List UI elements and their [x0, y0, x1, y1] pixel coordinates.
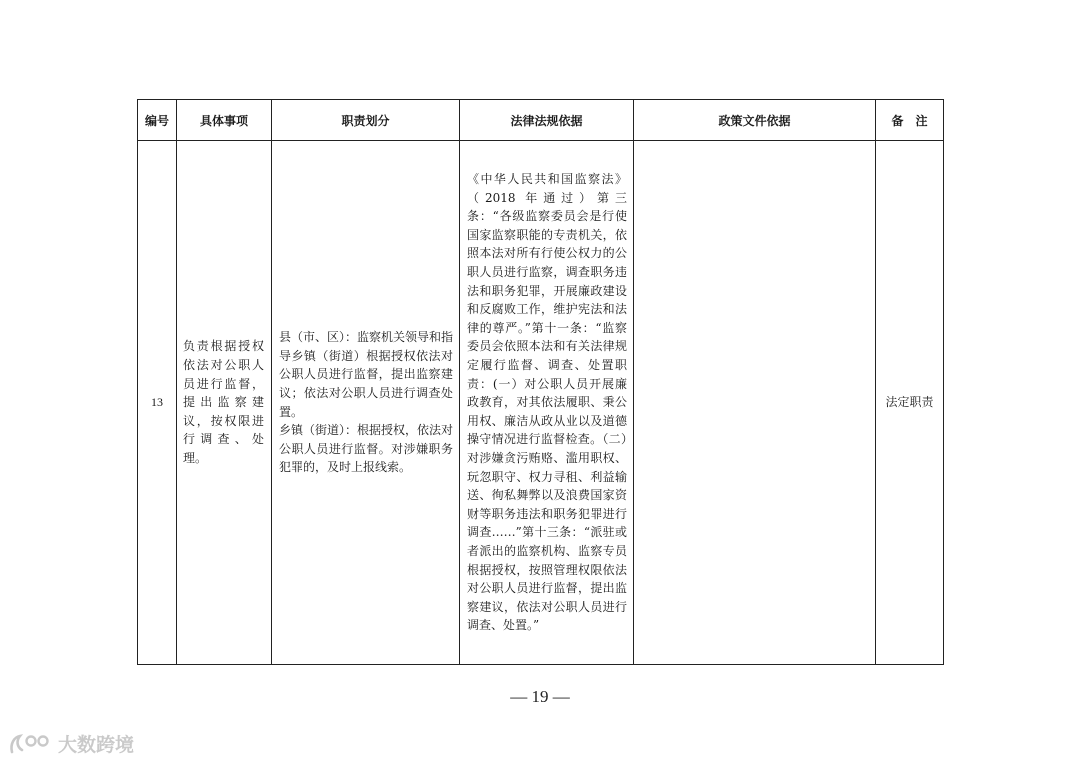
cell-note: 法定职责	[876, 141, 944, 665]
division-paragraph: 县（市、区）：监察机关领导和指导乡镇（街道）根据授权依法对公职人员进行监督，提出监察建议；依法对公职人员进行调查处置。	[279, 330, 454, 419]
header-item: 具体事项	[177, 100, 272, 141]
cell-law: 《中华人民共和国监察法》（2018 年通过）第三条：“各级监察委员会是行使国家监察职能的专责机关，依照本法对所有行使公权力的公职人员进行监察，调查职务违法和职务犯罪，开展廉政建设和反腐败工作，维护宪法和法律的尊严。”第十一条：“监察委员会依照本法和有关法律规定履行监督、调查、处置职责：(一）对公职人员开展廉政教育，对其依法履职、秉公用权、廉洁从政从业以及道德操守情况进行监督检查。（二）对涉嫌贪污贿赂、滥用职权、玩忽职守、权力寻租、利益输送、徇私舞弊以及浪费国家资财等职务违法和职务犯罪进行调查……”第十三条：“派驻或者派出的监察机构、监察专员根据授权，按照管理权限依法对公职人员进行监督，提出监察建议，依法对公职人员进行调查、处置。”	[460, 141, 634, 665]
table-row	[138, 141, 944, 665]
brand-logo-icon	[8, 732, 54, 756]
watermark-text: 大数跨境	[58, 734, 135, 756]
cell-item: 负责根据授权依法对公职人员进行监督，提出监察建议，按权限进行调查、处理。	[177, 141, 272, 665]
header-law: 法律法规依据	[460, 100, 634, 141]
division-paragraph: 乡镇（街道）：根据授权，依法对公职人员进行监督。对涉嫌职务犯罪的，及时上报线索。	[279, 423, 454, 475]
header-division: 职责划分	[272, 100, 460, 141]
division-text	[279, 328, 453, 477]
table-header-row	[138, 100, 944, 141]
header-note: 备 注	[876, 100, 944, 141]
cell-number: 13	[138, 141, 177, 665]
header-number: 编号	[138, 100, 177, 141]
duties-table	[137, 99, 944, 665]
header-policy: 政策文件依据	[634, 100, 876, 141]
cell-policy	[634, 141, 876, 665]
cell-division	[272, 141, 460, 665]
page-number: — 19 —	[510, 687, 570, 706]
watermark	[8, 730, 134, 757]
